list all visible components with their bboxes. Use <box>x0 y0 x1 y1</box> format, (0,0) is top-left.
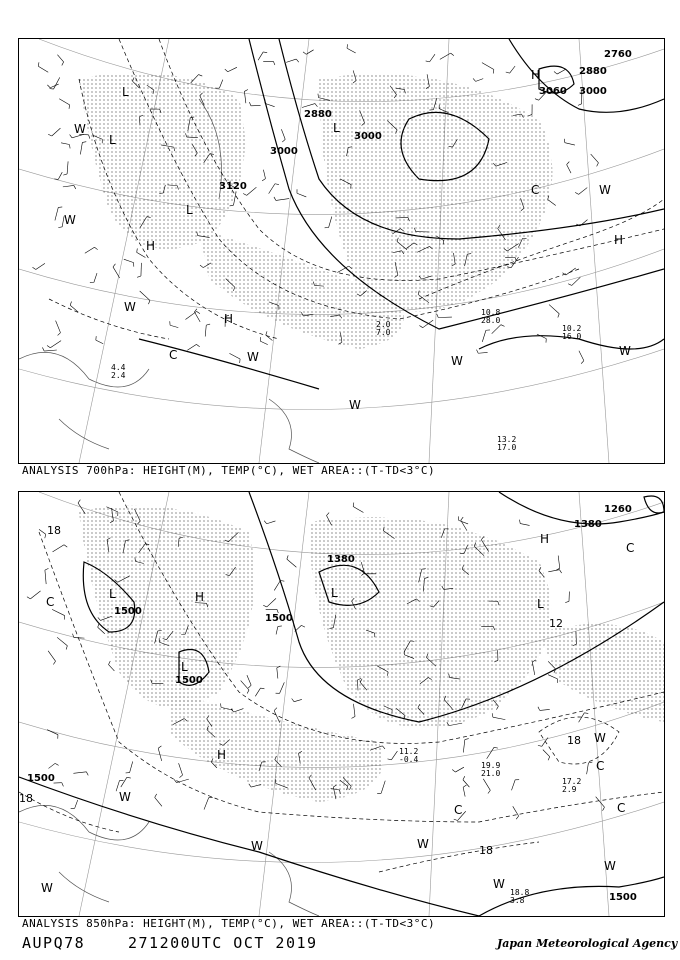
pressure-center-low: L <box>186 203 193 217</box>
contour-label: 1500 <box>175 675 203 686</box>
contour-label: 1500 <box>265 613 293 624</box>
pressure-center-low: L <box>537 597 544 611</box>
warm-label: W <box>74 122 86 136</box>
isotherm-label: 18 <box>567 734 581 747</box>
cold-label: C <box>454 803 463 817</box>
station-value: 10.2 16.0 <box>562 324 582 341</box>
warm-label: W <box>119 790 131 804</box>
cold-label: C <box>617 801 626 815</box>
station-value: 11.2 -0.4 <box>399 747 419 764</box>
isotherm-label: 18 <box>47 524 61 537</box>
pressure-center-high: H <box>217 748 227 762</box>
map-700hpa <box>19 39 664 463</box>
cold-label: C <box>531 183 540 197</box>
contour-label: 1380 <box>327 554 355 565</box>
warm-label: W <box>451 354 463 368</box>
isotherm-label: 18 <box>479 844 493 857</box>
pressure-center-low: L <box>109 133 116 147</box>
station-value: 19.9 21.0 <box>481 761 501 778</box>
contour-label: 2760 <box>604 49 632 60</box>
isotherm-label: 18 <box>19 792 33 805</box>
pressure-center-low: L <box>331 586 338 600</box>
contour-label: 3000 <box>354 131 382 142</box>
warm-label: W <box>349 398 361 412</box>
contour-label: 1500 <box>27 773 55 784</box>
warm-label: W <box>41 881 53 895</box>
station-value: 2.0 7.0 <box>376 320 391 337</box>
contour-label: 3120 <box>219 181 247 192</box>
warm-label: W <box>619 344 631 358</box>
pressure-center-low: L <box>181 660 188 674</box>
wet-area-stipple <box>79 505 664 802</box>
contour-label: 1500 <box>114 606 142 617</box>
contour-label: 3060 <box>539 86 567 97</box>
pressure-center-high: H <box>531 68 541 82</box>
warm-label: W <box>599 183 611 197</box>
map-panel-700hpa <box>18 38 665 464</box>
pressure-center-high: H <box>195 590 205 604</box>
warm-label: W <box>247 350 259 364</box>
pressure-center-high: H <box>146 239 156 253</box>
caption-850hpa: ANALYSIS 850hPa: HEIGHT(M), TEMP(°C), WET AREA::(T-TD<3°C) <box>22 917 436 930</box>
warm-label: W <box>64 213 76 227</box>
contour-label: 3000 <box>579 86 607 97</box>
station-value: 18.8 3.8 <box>510 888 530 905</box>
pressure-center-low: L <box>333 121 340 135</box>
contour-label: 3000 <box>270 146 298 157</box>
isotherm-label: 12 <box>549 617 563 630</box>
warm-label: W <box>124 300 136 314</box>
agency-name: Japan Meteorological Agency <box>497 937 678 950</box>
contour-label: 2880 <box>304 109 332 120</box>
pressure-center-low: L <box>109 587 116 601</box>
contour-label: 2880 <box>579 66 607 77</box>
valid-time: 271200UTC OCT 2019 <box>128 934 318 952</box>
contour-label: 1380 <box>574 519 602 530</box>
cold-label: C <box>169 348 178 362</box>
warm-label: W <box>604 859 616 873</box>
contour-label: 1500 <box>609 892 637 903</box>
warm-label: W <box>493 877 505 891</box>
map-850hpa <box>19 492 664 916</box>
warm-label: W <box>417 837 429 851</box>
cold-label: C <box>46 595 55 609</box>
station-value: 4.4 2.4 <box>111 363 126 380</box>
pressure-center-high: H <box>614 233 624 247</box>
cold-label: C <box>626 541 635 555</box>
station-value: 13.2 17.0 <box>497 435 517 452</box>
chart-code: AUPQ78 <box>22 934 86 952</box>
map-panel-850hpa <box>18 491 665 917</box>
caption-700hpa: ANALYSIS 700hPa: HEIGHT(M), TEMP(°C), WET AREA::(T-TD<3°C) <box>22 464 436 477</box>
pressure-center-low: L <box>122 85 129 99</box>
coastlines <box>19 805 319 916</box>
station-value: 10.8 28.0 <box>481 308 501 325</box>
warm-label: W <box>594 731 606 745</box>
warm-label: W <box>251 839 263 853</box>
cold-label: C <box>596 759 605 773</box>
pressure-center-high: H <box>224 312 234 326</box>
pressure-center-high: H <box>540 532 550 546</box>
station-value: 17.2 2.9 <box>562 777 582 794</box>
contour-label: 1260 <box>604 504 632 515</box>
